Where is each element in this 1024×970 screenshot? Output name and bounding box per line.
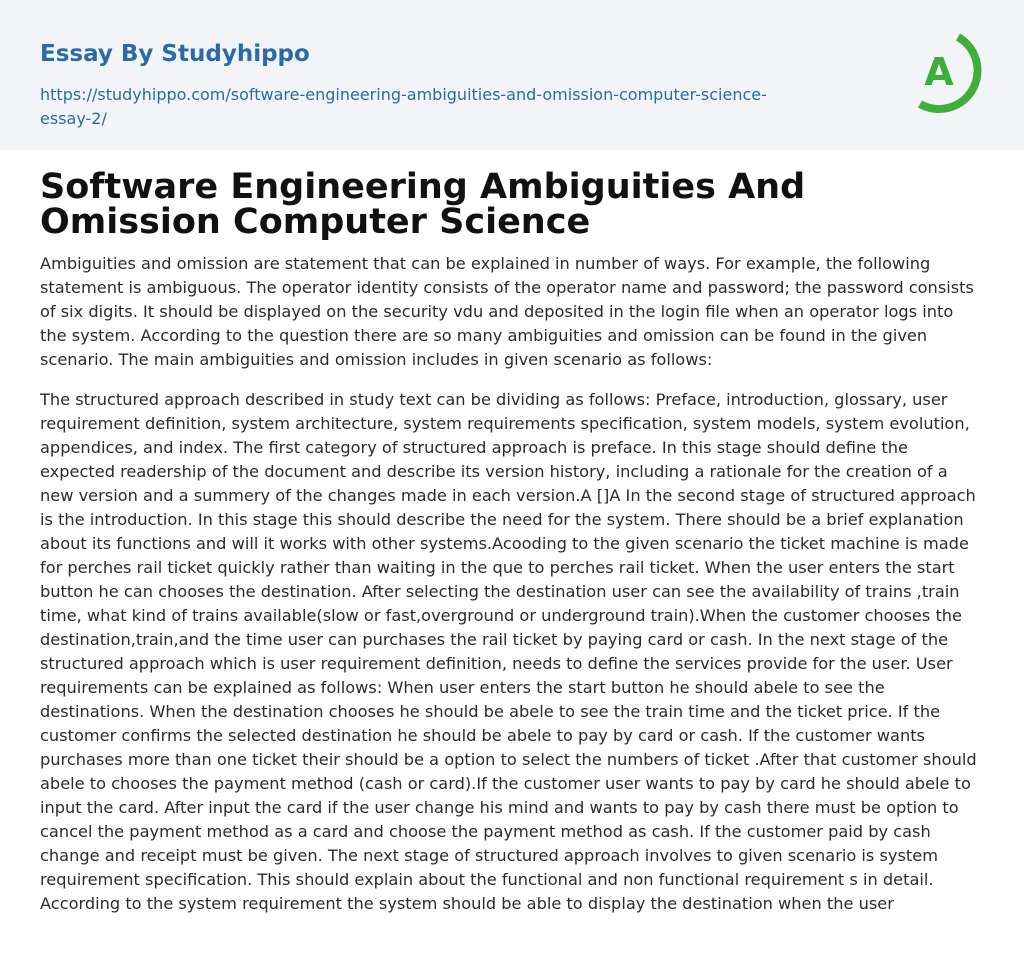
- logo-letter: A: [924, 50, 954, 94]
- site-brand[interactable]: Essay By Studyhippo: [40, 41, 310, 67]
- essay-url-link[interactable]: https://studyhippo.com/software-engineering-ambiguities-and-omission-computer-science-essay-2/: [40, 85, 767, 128]
- site-header: [0, 0, 1024, 150]
- studyhippo-logo-icon[interactable]: [900, 28, 988, 116]
- article: [0, 150, 1024, 916]
- article-title: Software Engineering Ambiguities And Omission Computer Science: [40, 167, 806, 242]
- article-paragraph: Ambiguities and omission are statement that can be explained in number of ways. For example, the following statement is ambiguous. The operator identity consists of the operator name and password; the password consists of six digits. It should be displayed on the security vdu and deposited in the login file when an operator logs into the system. According to the question there are so many ambiguities and omission can be found in the given scenario. The main ambiguities and omission includes in given scenario as follows:: [40, 254, 974, 369]
- article-paragraph: The structured approach described in study text can be dividing as follows: Preface, introduction, glossary, user requirement definition, system architecture, system requirements specification, system models, system evolution, appendices, and index. The first category of structured approach is preface. In this stage should define the expected readership of the document and describe its version history, including a rationale for the creation of a new version and a summery of the changes made in each version.A []A In the second stage of structured approach is the introduction. In this stage this should describe the need for the system. There should be a brief explanation about its functions and will it works with other systems.Acooding to the given scenario the ticket machine is made for perches rail ticket quickly rather than waiting in the que to perches rail ticket. When the user enters the start button he can chooses the destination. After selecting the destination user can see the availability of trains ,train time, what kind of trains available(slow or fast,overground or underground train).When the customer chooses the destination,train,and the time user can purchases the rail ticket by paying card or cash. In the next stage of the structured approach which is user requirement definition, needs to define the services provide for the user. User requirements can be explained as follows: When user enters the start button he should abele to see the destinations. When the destination chooses he should be abele to see the train time and the ticket price. If the customer confirms the selected destination he should be abele to pay by card or cash. If the customer wants purchases more than one ticket their should be a option to select the numbers of ticket .After that customer should abele to chooses the payment method (cash or card).If the customer user wants to pay by card he should abele to input the card. After input the card if the user change his mind and wants to pay by cash there must be option to cancel the payment method as a card and choose the payment method as cash. If the customer paid by cash change and receipt must be given. The next stage of structured approach involves to given scenario is system requirement specification. This should explain about the functional and non functional requirement s in detail. According to the system requirement the system should be able to display the destination when the user: [40, 390, 977, 913]
